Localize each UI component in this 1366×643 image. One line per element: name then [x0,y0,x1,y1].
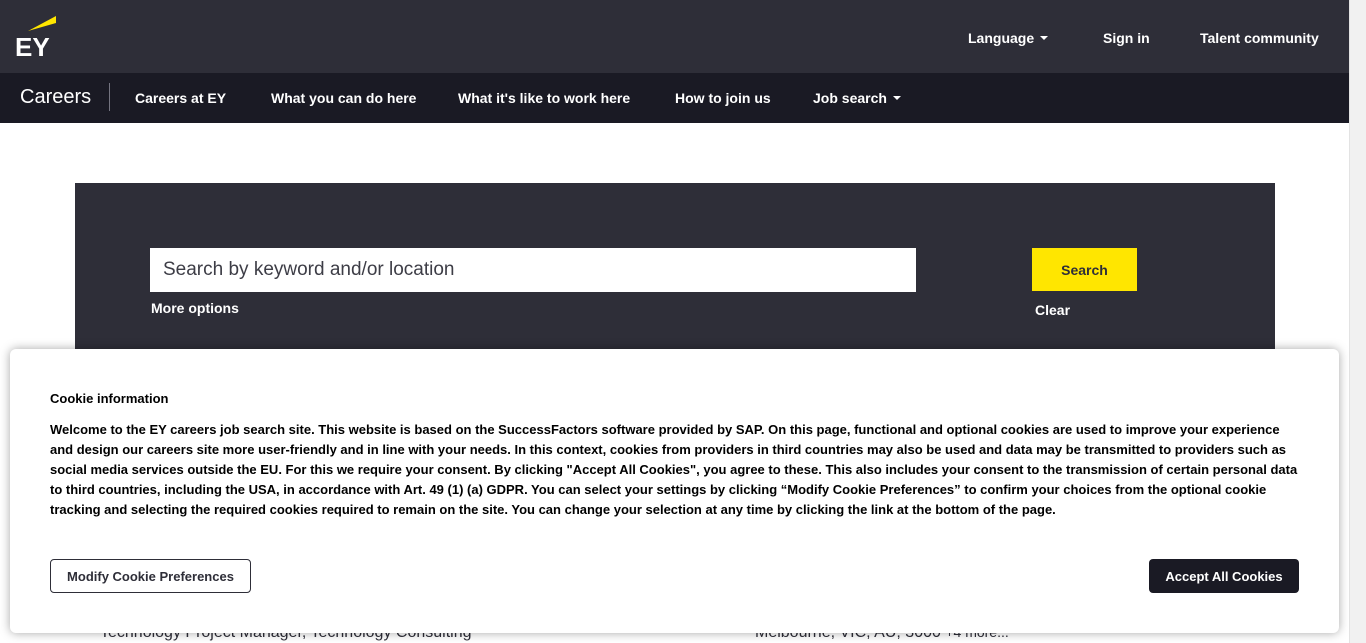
nav-item-job-search[interactable] [813,89,901,107]
main-nav [0,73,1349,123]
ey-logo-text: EY [15,32,50,58]
language-dropdown[interactable] [968,28,1048,48]
modify-cookie-preferences-button[interactable]: Modify Cookie Preferences [50,559,251,593]
cookie-body: Welcome to the EY careers job search site. This website is based on the SuccessFactors software provided by SAP. On this page, functional and optional cookies are used to improve your experience and design our careers site more user-friendly and in line with your needs. In this context, cookies from providers in third countries may also be used and data may be transmitted to providers such as social media services outside the EU. For this we require your consent. By clicking "Accept All Cookies", you agree to these. This also includes your consent to the transmission of certain personal data to third countries, including the USA, in accordance with Art. 49 (1) (a) GDPR. You can select your settings by clicking “Modify Cookie Preferences” to confirm your choices from the optional cookie tracking and selecting the required cookies required to remain on the site. You can change your selection at any time by clicking the link at the bottom of the page. [50,422,1298,517]
nav-item-what-you-can-do[interactable]: What you can do here [271,90,417,106]
cookie-title: Cookie information [50,391,169,406]
language-label: Language [968,30,1035,46]
ey-logo[interactable] [14,14,60,58]
search-input[interactable] [150,248,916,292]
clear-link[interactable]: Clear [1035,302,1071,318]
nav-item-careers-at-ey[interactable]: Careers at EY [135,90,227,106]
page-scrollbar[interactable] [1349,0,1366,643]
careers-brand[interactable]: Careers [20,86,92,108]
search-button[interactable]: Search [1032,248,1137,291]
nav-item-work-here[interactable]: What it's like to work here [458,90,631,106]
cookie-banner [10,349,1339,633]
nav-divider [109,83,110,111]
chevron-down-icon [1040,36,1048,40]
accept-all-cookies-button[interactable]: Accept All Cookies [1149,559,1299,593]
talent-community-link[interactable]: Talent community [1200,30,1319,46]
nav-item-how-to-join[interactable]: How to join us [675,90,771,106]
more-options-link[interactable]: More options [151,300,239,316]
chevron-down-icon [893,96,901,100]
sign-in-link[interactable]: Sign in [1103,30,1150,46]
top-header [0,0,1349,73]
job-search-label: Job search [813,90,887,106]
